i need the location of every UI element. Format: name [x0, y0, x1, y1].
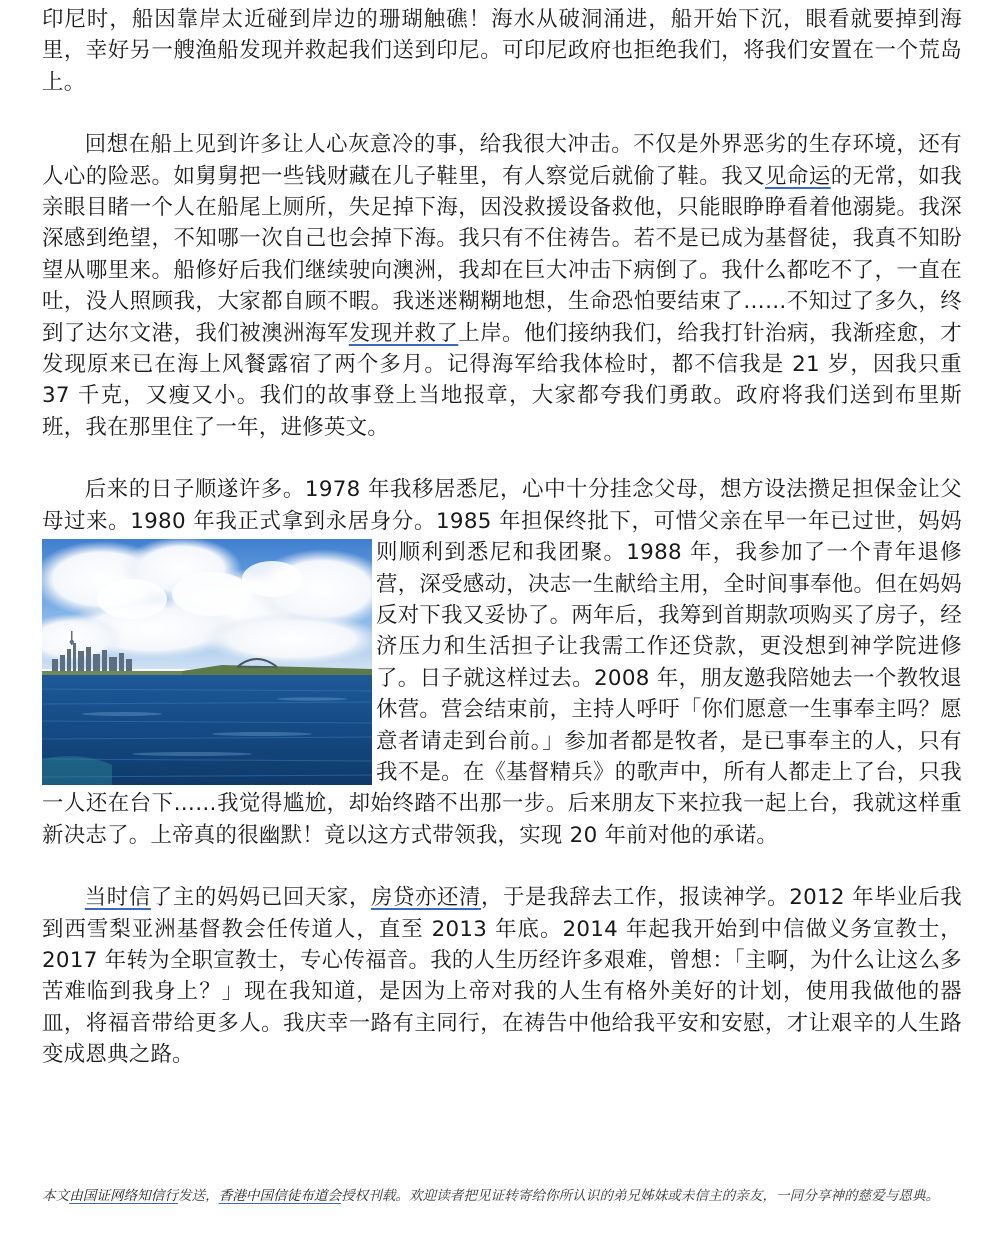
- paragraph-1: [42, 4, 962, 98]
- link-mortgage-paid[interactable]: 房贷亦还清: [370, 885, 482, 911]
- footer-link-source[interactable]: 由国证网络知信行: [69, 1188, 178, 1204]
- paragraph-3-text-a: 后来的日子顺遂许多。1978 年我移居悉尼，心中十分挂念父母，想方设法攒足担保金让父母过来。1980 年我正式拿到永居身分。1985 年担保终批下，可惜父亲在早: [42, 477, 962, 534]
- sydney-harbour-photo: [42, 539, 372, 785]
- paragraph-gap: [42, 98, 962, 129]
- photo-image: [42, 539, 372, 785]
- paragraph-3-text-b: 一年已过世，妈妈则顺利到悉尼和我团聚。1988 年，我参加了一个青年退修营，深受感动，决志一生献给主用，全时间事奉他。但在妈妈反对下我又妥协了。两年后，我筹到首期款项购买了房子，经济压力和生活担子让我需工作还贷款，更没想到神学院进修了。日子就这样过去。2008 年，朋友邀我陪她去一个教牧退休营。营会结束前，主持人呼吁「你们愿意一生事奉主吗？愿意者请走到台前。」参加者都是牧者，是已事奉主的人，只有我不是。在《基督精兵》的歌声中，所有人都走上了台，只我一人还在台下……我觉得尴尬，却始终踏不出那一步。后来朋友下来拉我一起上台，我就这样重新决志了。上帝真的很幽默！竟以这方式带领我，实现 20 年前对他的承诺。: [42, 508, 962, 848]
- footer-text-b: 发送，: [177, 1188, 219, 1204]
- paragraph-4: [42, 882, 962, 1070]
- link-found-and-rescued[interactable]: 发现并救了: [348, 320, 459, 346]
- footer-text-a: 本文: [42, 1188, 70, 1204]
- footer-text-c: 授权刊载。欢迎读者把见证转寄给你所认识的弟兄姊妹或未信主的亲友，一同分享神的慈爱与恩典。: [341, 1188, 940, 1204]
- paragraph-2-text-a: 回想在船上见到许多让人心灰意冷的事，给我很大冲击。不仅是外界恶劣的生存环境，还有人心的险恶。如舅舅把一些钱财藏在儿子鞋里，有人察觉后就偷了鞋。我又: [42, 132, 962, 189]
- paragraph-3: [42, 474, 962, 851]
- footer-link-publisher[interactable]: 香港中国信徒布道会: [218, 1188, 342, 1204]
- footer-credit: [42, 1184, 962, 1209]
- paragraph-4-text-a: 了主的妈妈已回天家，: [150, 885, 371, 911]
- paragraph-1-text: 印尼时，船因靠岸太近碰到岸边的珊瑚触礁！海水从破洞涌进，船开始下沉，眼看就要掉到海里，幸好另一艘渔船发现并救起我们送到印尼。可印尼政府也拒绝我们，将我们安置在一个荒岛上。: [42, 7, 962, 95]
- link-destiny[interactable]: 见命运: [765, 163, 831, 189]
- paragraph-2-text-c: 上岸。他们接纳我们，给我打针治病，我渐痊愈，才发现原来已在海上风餐露宿了两个多月。记得海军给我体检时，都不信我是 21 岁，因我只重 37 千克，又瘦又小。我们的故事登上当地报章，大家都夸我们勇敢。政府将我们送到布里斯班，我在那里住了一年，进修英文。: [42, 320, 962, 440]
- link-believed-then[interactable]: 当时信: [84, 885, 151, 911]
- paragraph-2-text-b: 的无常，如我亲眼目睹一个人在船尾上厕所，失足掉下海，因没救援设备救他，只能眼睁睁看着他溺毙。我深深感到绝望，不知哪一次自己也会掉下海。我只有不住祷告。若不是已成为基督徒，我真不知盼望从哪里来。船修好后我们继续驶向澳洲，我却在巨大冲击下病倒了。我什么都吃不了，一直在吐，没人照顾我，大家都自顾不暇。我迷迷糊糊地想，生命恐怕要结束了……不知过了多久，终到了达尔文港，我们被澳洲海军: [42, 163, 962, 346]
- paragraph-4-text-b: ，于是我辞去工作，报读神学。2012 年毕业后我到西雪梨亚洲基督教会任传道人，直至 2013 年底。2014 年起我开始到中信做义务宣教士，2017 年转为全职宣教士，专心传福音。我的人生历经许多艰难，曾想：「主啊，为什么让这么多苦难临到我身上？」现在我知道，是因为上帝对我的人生有格外美好的计划，使用我做他的器皿，将福音带给更多人。我庆幸一路有主同行，在祷告中他给我平安和安慰，才让艰辛的人生路变成恩典之路。: [42, 885, 962, 1068]
- paragraph-gap: [42, 851, 962, 882]
- article-body: [42, 4, 962, 1071]
- paragraph-gap: [42, 443, 962, 474]
- paragraph-2: [42, 129, 962, 443]
